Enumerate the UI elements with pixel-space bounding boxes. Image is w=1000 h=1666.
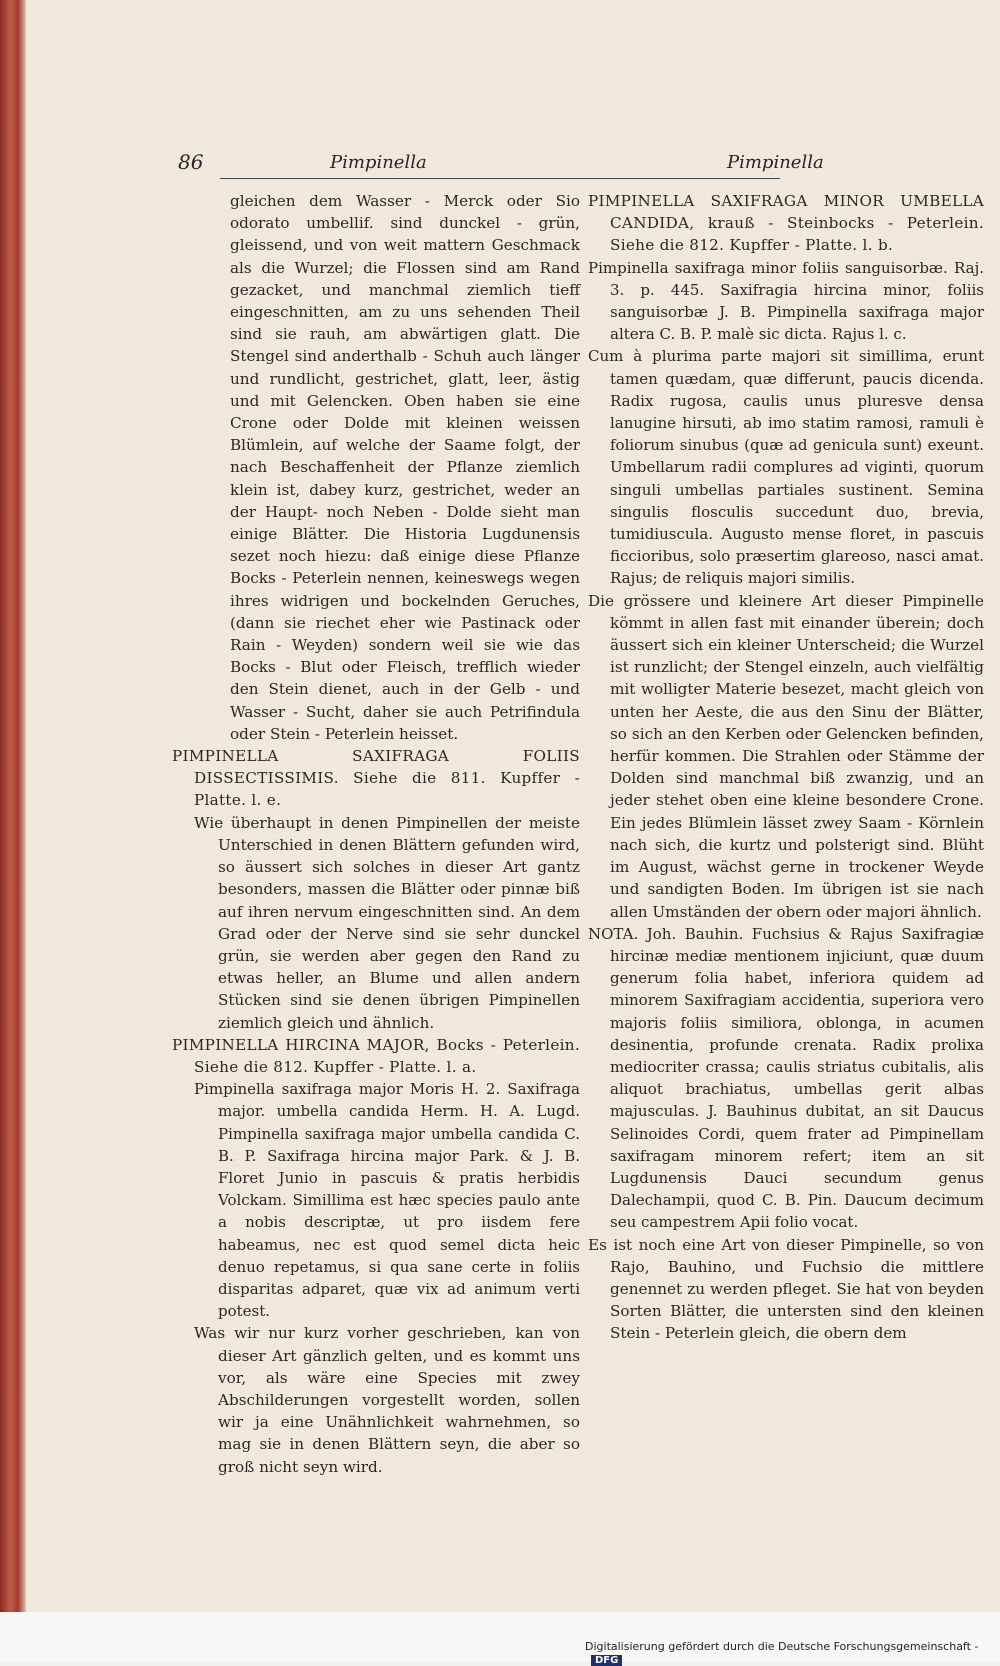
- paragraph: Die grössere und kleinere Art dieser Pimpinelle kömmt in allen fast mit einander überein; doch äussert sich ein kleiner Unterscheid; die Wurzel ist runzlicht; der Stengel einzeln, auch vielfältig mit wolligter Materie besezet, macht gleich von unten her Aeste, die aus den Sinu der Blätter, so sich an den Kerben oder Gelencken befinden, herfür kommen. Die Strahlen oder Stämme der Dolden sind manchmal biß zwanzig, und an jeder stehet oben eine kleine besondere Crone. Ein jedes Blümlein lässet zwey Saam - Körnlein nach sich, die kurtz und polsterigt sind. Blüht im August, wächst gerne in trockener Weyde und sandigten Boden. Im übrigen ist sie nach allen Umständen der obern oder majori ähnlich.: [588, 591, 984, 921]
- paragraph: Was wir nur kurz vorher geschrieben, kan von dieser Art gänzlich gelten, und es kommt uns vor, als wäre eine Species mit zwey Abschilderungen vorgestellt worden, sollen wir ja eine Unähnlichkeit wahrnehmen, so mag sie in denen Blättern seyn, die aber so groß nicht seyn wird.: [194, 1324, 580, 1476]
- entry-heading: PIMPINELLA SAXIFRAGA FOLIIS DISSECTISSIMIS. Siehe die 811. Kupffer - Platte. l. e.: [172, 747, 580, 810]
- paragraph: Wie überhaupt in denen Pimpinellen der meiste Unterschied in denen Blättern gefunden wird, so äussert sich solches in dieser Art gantz besonders, massen die Blätter oder pinnæ biß auf ihren nervum eingeschnitten sind. An dem Grad oder der Nerve sind sie sehr dunckel grün, sie werden aber gegen den Rand zu etwas heller, an Blume und allen andern Stücken sind sie denen übrigen Pimpinellen ziemlich gleich und ähnlich.: [194, 813, 580, 1032]
- paragraph: Es ist noch eine Art von dieser Pimpinelle, so von Rajo, Bauhino, und Fuchsio die mittlere genennet zu werden pfleget. Sie hat von beyden Sorten Blätter, die untersten sind den kleinen Stein - Peterlein gleich, die obern dem: [588, 1235, 984, 1343]
- left-running-title: Pimpinella: [330, 152, 427, 173]
- entry-heading: PIMPINELLA HIRCINA MAJOR, Bocks - Peterlein. Siehe die 812. Kupffer - Platte. l. a.: [172, 1035, 580, 1076]
- running-header: [0, 150, 1000, 180]
- credit-text: Digitalisierung gefördert durch die Deutsche Forschungsgemeinschaft -: [585, 1640, 979, 1653]
- latin-note: NOTA. Joh. Bauhin. Fuchsius & Rajus Saxifragiæ hircinæ mediæ mentionem injiciunt, quæ duum generum folia habet, inferiora quidem ad minorem Saxifragiam accidentia, superiora vero majoris foliis similiora, oblonga, in acumen desinentia, profunde crenata. Radix prolixa mediocriter crassa; caulis striatus cubitalis, alis aliquot brachiatus, umbellas gerit albas majusculas. J. Bauhinus dubitat, an sit Daucus Selinoides Cordi, quem frater ad Pimpinellam saxifragam minorem refert; item an sit Lugdunensis Dauci secundum genus Dalechampii, quod C. B. Pin. Daucum decimum seu campestrem Apii folio vocat.: [588, 924, 984, 1232]
- right-column: [588, 190, 984, 1345]
- latin-paragraph: Pimpinella saxifraga major Moris H. 2. Saxifraga major. umbella candida Herm. H. A. Lugd. Pimpinella saxifraga major umbella candida C. B. P. Saxifraga hircina major Park. & J. B. Floret Junio in pascuis & pratis herbidis Volckam. Simillima est hæc species paulo ante a nobis descriptæ, ut pro iisdem fere habeamus, nec est quod semel dicta heic denuo repetamus, si qua sane certe in foliis disparitas adparet, quæ vix ad animum verti potest.: [194, 1080, 580, 1321]
- digitization-credit: [585, 1640, 1000, 1666]
- right-running-title: Pimpinella: [727, 152, 824, 173]
- dfg-logo: DFG: [591, 1655, 622, 1666]
- latin-paragraph: Pimpinella saxifraga minor foliis sanguisorbæ. Raj. 3. p. 445. Saxifragia hircina minor, foliis sanguisorbæ J. B. Pimpinella saxifraga major altera C. B. P. malè sic dicta. Rajus l. c.: [588, 258, 984, 344]
- latin-paragraph: Cum à plurima parte majori sit simillima, erunt tamen quædam, quæ differunt, paucis dicenda. Radix rugosa, caulis unus pluresve densa lanugine hirsuti, ab imo statim ramosi, ramuli è foliorum sinubus (quæ ad genicula sunt) exeunt. Umbellarum radii complures ad viginti, quorum singuli umbellas partiales sustinent. Semina singulis flosculis succedunt duo, brevia, tumidiuscula. Augusto mense floret, in pascuis ficcioribus, solo præsertim glareoso, nasci amat. Rajus; de reliquis majori similis.: [588, 347, 984, 588]
- header-rule: [220, 178, 780, 179]
- book-spine-edge: [0, 0, 26, 1612]
- entry-heading: PIMPINELLA SAXIFRAGA MINOR UMBELLA CANDIDA, krauß - Steinbocks - Peterlein. Siehe die 812. Kupffer - Platte. l. b.: [588, 192, 984, 255]
- left-column: [172, 190, 580, 1478]
- paragraph: gleichen dem Wasser - Merck oder Sio odorato umbellif. sind dunckel - grün, gleissend, und von weit mattern Geschmack als die Wurzel; die Flossen sind am Rand gezacket, und manchmal ziemlich tieff eingeschnitten, am zu uns sehenden Theil sind sie rauh, am abwärtigen glatt. Die Stengel sind anderthalb - Schuh auch länger und rundlicht, gestrichet, glatt, leer, ästig und mit Gelencken. Oben haben sie eine Crone oder Dolde mit kleinen weissen Blümlein, auf welche der Saame folgt, der nach Beschaffenheit der Pflanze ziemlich klein ist, dabey kurz, gestrichet, weder an der Haupt- noch Neben - Dolde sieht man einige Blätter. Die Historia Lugdunensis sezet noch hiezu: daß einige diese Pflanze Bocks - Peterlein nennen, keineswegs wegen ihres widrigen und bockelnden Geruches, (dann sie riechet eher wie Pastinack oder Rain - Weyden) sondern weil sie wie das Bocks - Blut oder Fleisch, trefflich wieder den Stein dienet, auch in der Gelb - und Wasser - Sucht, daher sie auch Petrifindula oder Stein - Peterlein heisset.: [230, 192, 580, 743]
- page-number: 86: [178, 150, 204, 174]
